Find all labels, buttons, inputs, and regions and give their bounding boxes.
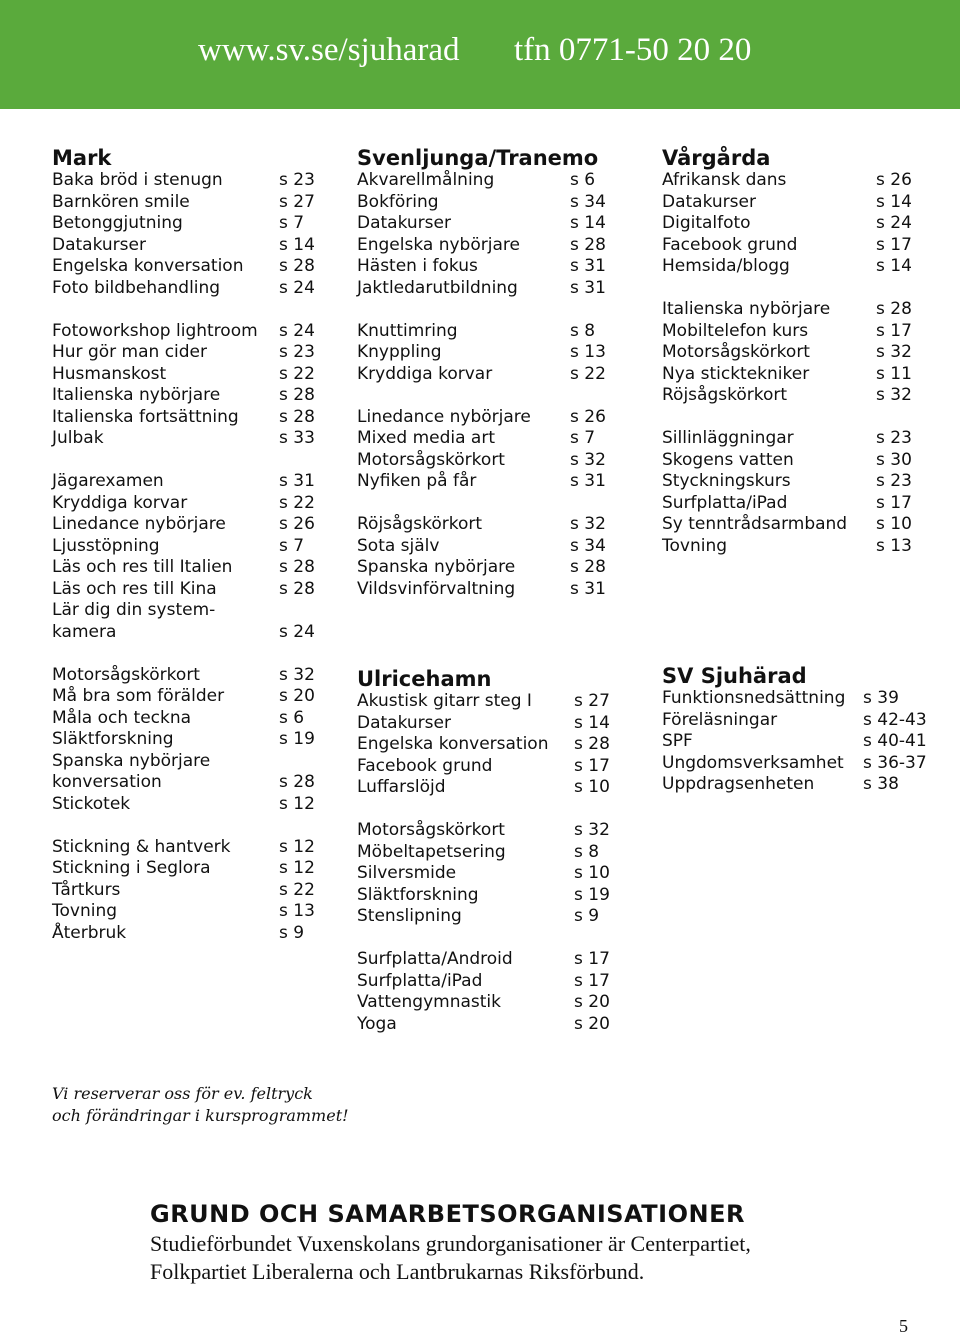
course-name: Tårtkurs (52, 879, 121, 900)
course-list (52, 170, 315, 944)
course-item (52, 492, 315, 515)
course-page: s 17 (574, 949, 610, 969)
course-list (357, 691, 610, 1035)
course-page: s 6 (570, 170, 596, 190)
course-item (52, 342, 315, 364)
page-number: 5 (899, 1316, 908, 1336)
header-contact (198, 32, 751, 69)
disclaimer-line: och förändringar i kursprogrammet! (52, 1106, 349, 1125)
course-item (662, 709, 927, 732)
course-page: s 31 (570, 277, 606, 298)
course-item (52, 535, 305, 558)
course-name: Läs och res till Kina (52, 578, 217, 599)
course-item (52, 729, 315, 751)
course-name: Släktforskning (357, 884, 479, 905)
disclaimer-note (52, 1083, 349, 1127)
spacer (357, 799, 491, 821)
course-name: Barnkören smile (52, 191, 190, 212)
course-name: Röjsågskörkort (357, 514, 483, 534)
course-name: Motorsågskörkort (662, 342, 810, 362)
footer-heading: GRUND OCH SAMARBETSORGANISATIONER (150, 1200, 745, 1228)
course-name: Engelska konversation (52, 256, 244, 276)
course-item (52, 600, 216, 622)
course-name: Spanska nybörjare (357, 557, 516, 577)
disclaimer-line: Vi reserverar oss för ev. feltryck (52, 1084, 313, 1103)
footer-line: Folkpartiet Liberalerna och Lantbrukarnas Riksförbund. (150, 1259, 645, 1284)
course-name: Digitalfoto (662, 213, 751, 233)
course-page: s 12 (279, 836, 315, 857)
course-item (52, 385, 315, 407)
course-page: s 31 (570, 578, 606, 599)
course-item (662, 363, 912, 386)
course-item (52, 922, 305, 945)
course-item (52, 170, 315, 192)
course-name: SPF (662, 731, 693, 751)
course-item (357, 428, 598, 450)
course-item (52, 664, 315, 687)
course-name: Uppdragsenheten (662, 774, 815, 794)
course-item (357, 514, 606, 536)
course-item (357, 406, 606, 429)
course-item (52, 471, 315, 493)
course-item (357, 277, 606, 300)
course-item (357, 777, 610, 799)
course-name: Facebook grund (357, 755, 493, 776)
course-item (52, 578, 315, 601)
website-url[interactable]: www.sv.se/sjuharad (198, 32, 460, 68)
course-name: Knuttimring (357, 320, 458, 341)
course-page: s 12 (279, 793, 315, 814)
course-item (357, 863, 610, 885)
course-item (52, 901, 315, 923)
course-name: Hästen i fokus (357, 256, 478, 276)
course-page: s 17 (574, 970, 610, 991)
course-name: Föreläsningar (662, 709, 778, 730)
section-title: SV Sjuhärad (662, 664, 807, 688)
course-page: s 14 (876, 256, 912, 276)
section-title: Vårgårda (662, 146, 771, 170)
course-page: s 24 (279, 621, 315, 642)
course-name: Vildsvinförvaltning (357, 578, 516, 599)
course-name: Afrikansk dans (662, 170, 787, 190)
course-item (662, 774, 899, 796)
course-item (52, 621, 315, 644)
course-item (662, 514, 912, 536)
course-name: Italienska fortsättning (52, 406, 239, 427)
course-item (357, 557, 606, 579)
course-page: s 8 (570, 320, 596, 341)
course-name: Mobiltelefon kurs (662, 320, 809, 341)
course-name: Tovning (662, 535, 728, 556)
course-name: Surfplatta/iPad (662, 492, 788, 513)
course-name: Yoga (357, 1013, 397, 1034)
section-sv-sjuharad (662, 664, 927, 796)
course-name: Surfplatta/iPad (357, 970, 483, 991)
course-item (662, 428, 912, 450)
course-page: s 23 (279, 342, 315, 362)
course-page: s 26 (279, 514, 315, 534)
course-name: Jägarexamen (52, 471, 164, 491)
course-name: Stickotek (52, 793, 131, 814)
course-name: Luffarslöjd (357, 777, 446, 797)
course-page: s 7 (570, 428, 596, 448)
course-name: Sy tenntrådsarmband (662, 514, 848, 534)
course-page: s 28 (279, 578, 315, 599)
course-item (52, 772, 315, 794)
course-page: s 31 (570, 256, 606, 276)
course-page: s 19 (574, 884, 610, 905)
course-name: Tovning (52, 901, 118, 921)
course-page: s 34 (570, 191, 606, 212)
course-name: Kryddiga korvar (357, 363, 493, 384)
course-item (357, 234, 606, 257)
course-item (357, 949, 610, 971)
course-name: Betonggjutning (52, 213, 183, 233)
course-item (662, 191, 912, 214)
course-item (357, 712, 610, 735)
course-name: Julbak (52, 428, 104, 448)
section-vargarda (662, 146, 912, 557)
course-name: Ungdomsverksamhet (662, 752, 844, 773)
phone-number: tfn 0771-50 20 20 (514, 32, 752, 68)
course-page: s 32 (574, 820, 610, 840)
course-item (52, 213, 305, 235)
course-name: Bokföring (357, 191, 439, 212)
course-item (52, 858, 315, 880)
course-name: Silversmide (357, 863, 457, 883)
course-name: Motorsågskörkort (357, 820, 505, 840)
course-name: Släktforskning (52, 729, 174, 749)
course-item (662, 299, 912, 321)
course-page: s 12 (279, 858, 315, 878)
section-title: Ulricehamn (357, 667, 492, 691)
course-item (357, 363, 606, 386)
course-page: s 32 (279, 664, 315, 685)
course-page: s 42-43 (863, 709, 927, 730)
course-page: s 31 (279, 471, 315, 491)
course-page: s 28 (279, 557, 315, 577)
course-item (357, 992, 610, 1014)
course-name: Sota själv (357, 535, 440, 556)
course-item (662, 731, 927, 753)
course-item (52, 750, 211, 773)
spacer (52, 815, 111, 837)
course-page: s 31 (570, 471, 606, 491)
course-page: s 17 (876, 492, 912, 513)
footer-line: Studieförbundet Vuxenskolans grundorganisationer är Centerpartiet, (150, 1231, 751, 1256)
course-item (357, 535, 606, 558)
course-page: s 32 (876, 342, 912, 362)
course-page: s 34 (570, 535, 606, 556)
course-name: Akustisk gitarr steg I (357, 691, 532, 711)
course-item (357, 906, 600, 928)
spacer (52, 299, 111, 321)
course-name: Kryddiga korvar (52, 492, 188, 513)
course-page: s 24 (876, 213, 912, 233)
footer-text (150, 1230, 751, 1286)
course-item (52, 256, 315, 278)
course-page: s 17 (574, 755, 610, 776)
course-item (357, 755, 610, 778)
course-page: s 28 (570, 234, 606, 255)
course-page: s 20 (574, 1013, 610, 1034)
course-page: s 6 (279, 707, 305, 728)
course-page: s 7 (279, 213, 305, 233)
course-item (357, 884, 610, 907)
course-page: s 20 (279, 686, 315, 706)
course-name: konversation (52, 772, 162, 792)
course-page: s 32 (570, 514, 606, 534)
course-item (357, 256, 606, 278)
course-name: Skogens vatten (662, 449, 794, 470)
course-page: s 38 (863, 774, 899, 794)
spacer (357, 928, 491, 950)
spacer (52, 450, 111, 472)
course-page: s 32 (570, 449, 606, 470)
course-item (357, 841, 600, 864)
course-name: Möbeltapetsering (357, 841, 506, 862)
spacer (662, 407, 770, 429)
course-page: s 23 (876, 471, 912, 491)
course-name: Husmanskost (52, 363, 167, 384)
course-page: s 14 (279, 234, 315, 255)
course-name: Hemsida/blogg (662, 256, 790, 276)
course-name: Engelska konversation (357, 734, 549, 754)
course-name: Datakurser (357, 213, 451, 233)
course-item (357, 191, 606, 214)
section-svenljunga-tranemo (357, 146, 606, 600)
course-item (662, 535, 912, 558)
course-page: s 9 (279, 922, 305, 943)
course-name: Vattengymnastik (357, 992, 501, 1012)
spacer (357, 299, 598, 321)
course-name: Jaktledarutbildning (357, 277, 518, 298)
course-item (52, 514, 315, 536)
course-item (52, 686, 315, 708)
course-page: s 13 (279, 901, 315, 921)
course-item (52, 707, 305, 730)
course-list (662, 688, 927, 796)
course-item (357, 970, 610, 993)
course-page: s 10 (876, 514, 912, 534)
course-item (357, 321, 598, 343)
course-page: s 28 (279, 256, 315, 276)
course-page: s 28 (876, 299, 912, 319)
course-page: s 39 (863, 688, 899, 708)
course-name: Mixed media art (357, 428, 496, 448)
course-page: s 28 (574, 734, 610, 754)
course-name: Datakurser (52, 234, 146, 255)
course-page: s 13 (570, 342, 606, 362)
section-mark (52, 146, 315, 944)
course-list (662, 170, 912, 557)
course-item (52, 557, 315, 579)
course-item (662, 688, 899, 710)
course-name: Baka bröd i stenugn (52, 170, 223, 190)
course-page: s 24 (279, 320, 315, 341)
course-name: Hur gör man cider (52, 342, 208, 362)
header-banner (0, 0, 960, 109)
course-item (357, 449, 606, 472)
course-page: s 30 (876, 449, 912, 470)
course-item (52, 428, 315, 450)
course-item (52, 320, 315, 343)
course-name: Nyfiken på får (357, 471, 477, 491)
course-page: s 22 (279, 492, 315, 513)
course-page: s 14 (570, 213, 606, 233)
course-name: Facebook grund (662, 234, 798, 255)
course-item (357, 342, 606, 364)
course-item (357, 213, 606, 235)
course-item (357, 471, 606, 493)
course-name: Italienska nybörjare (662, 299, 831, 319)
course-page: s 28 (279, 406, 315, 427)
section-ulricehamn (357, 667, 610, 1035)
course-item (662, 471, 912, 493)
course-page: s 27 (574, 691, 610, 711)
course-item (357, 734, 610, 756)
course-page: s 26 (876, 170, 912, 190)
course-name: Fotoworkshop lightroom (52, 320, 258, 341)
course-item (662, 213, 912, 235)
course-name: Spanska nybörjare (52, 750, 211, 771)
course-page: s 17 (876, 234, 912, 255)
course-name: Läs och res till Italien (52, 557, 233, 577)
course-name: Linedance nybörjare (52, 514, 226, 534)
course-page: s 7 (279, 535, 305, 556)
course-item (662, 342, 912, 364)
course-item (357, 1013, 610, 1036)
course-page: s 23 (876, 428, 912, 448)
course-name: Motorsågskörkort (357, 449, 505, 470)
course-item (52, 879, 315, 902)
course-page: s 26 (570, 406, 606, 427)
course-item (52, 363, 315, 386)
spacer (52, 643, 111, 665)
course-name: Ljusstöpning (52, 535, 160, 556)
course-name: Styckningskurs (662, 471, 791, 491)
spacer (357, 385, 598, 407)
course-item (357, 691, 610, 713)
course-name: Må bra som förälder (52, 686, 225, 706)
course-item (662, 492, 912, 515)
course-item (662, 256, 912, 278)
course-page: s 22 (279, 363, 315, 384)
course-name: Funktionsnedsättning (662, 688, 846, 708)
course-page: s 14 (574, 712, 610, 733)
spacer (357, 493, 598, 515)
course-item (52, 793, 315, 816)
course-list (357, 170, 606, 600)
course-page: s 32 (876, 385, 912, 405)
course-page: s 17 (876, 320, 912, 341)
course-name: Datakurser (662, 191, 756, 212)
course-page: s 20 (574, 992, 610, 1012)
course-item (662, 170, 912, 192)
course-item (662, 234, 912, 257)
course-page: s 19 (279, 729, 315, 749)
course-item (662, 449, 912, 472)
course-name: Stickning & hantverk (52, 836, 231, 857)
course-item (357, 170, 598, 192)
section-title: Mark (52, 146, 112, 170)
course-page: s 22 (279, 879, 315, 900)
course-page: s 8 (574, 841, 600, 862)
course-item (52, 234, 315, 257)
course-name: Engelska nybörjare (357, 234, 520, 255)
course-page: s 28 (279, 385, 315, 405)
course-item (357, 578, 606, 601)
course-name: Lär dig din system- (52, 600, 216, 620)
course-item (662, 320, 912, 343)
course-page: s 24 (279, 277, 315, 298)
course-name: Surfplatta/Android (357, 949, 513, 969)
course-name: kamera (52, 621, 117, 642)
course-name: Stickning i Seglora (52, 858, 211, 878)
section-title: Svenljunga/Tranemo (357, 146, 599, 170)
course-page: s 27 (279, 191, 315, 212)
course-page: s 28 (570, 557, 606, 577)
course-name: Akvarellmålning (357, 170, 495, 190)
course-item (52, 406, 315, 429)
course-name: Sillinläggningar (662, 428, 794, 448)
course-page: s 23 (279, 170, 315, 190)
course-name: Måla och teckna (52, 707, 192, 728)
course-item (52, 277, 315, 300)
course-item (52, 191, 315, 214)
course-page: s 22 (570, 363, 606, 384)
course-page: s 10 (574, 777, 610, 797)
course-name: Knyppling (357, 342, 442, 362)
course-page: s 33 (279, 428, 315, 448)
course-name: Linedance nybörjare (357, 406, 531, 427)
course-name: Nya sticktekniker (662, 363, 810, 384)
course-item (357, 820, 610, 842)
course-name: Motorsågskörkort (52, 664, 200, 685)
course-item (662, 752, 927, 775)
course-page: s 10 (574, 863, 610, 883)
course-page: s 9 (574, 906, 600, 926)
course-page: s 11 (876, 363, 912, 384)
course-page: s 13 (876, 535, 912, 556)
course-name: Stenslipning (357, 906, 462, 926)
course-name: Italienska nybörjare (52, 385, 221, 405)
course-item (662, 385, 912, 407)
course-item (52, 836, 315, 859)
spacer (662, 278, 770, 300)
course-name: Datakurser (357, 712, 451, 733)
course-page: s 28 (279, 772, 315, 792)
course-name: Röjsågskörkort (662, 385, 788, 405)
course-page: s 14 (876, 191, 912, 212)
course-page: s 36-37 (863, 752, 927, 773)
course-page: s 40-41 (863, 731, 927, 751)
course-name: Foto bildbehandling (52, 277, 221, 298)
course-name: Återbruk (52, 922, 127, 943)
